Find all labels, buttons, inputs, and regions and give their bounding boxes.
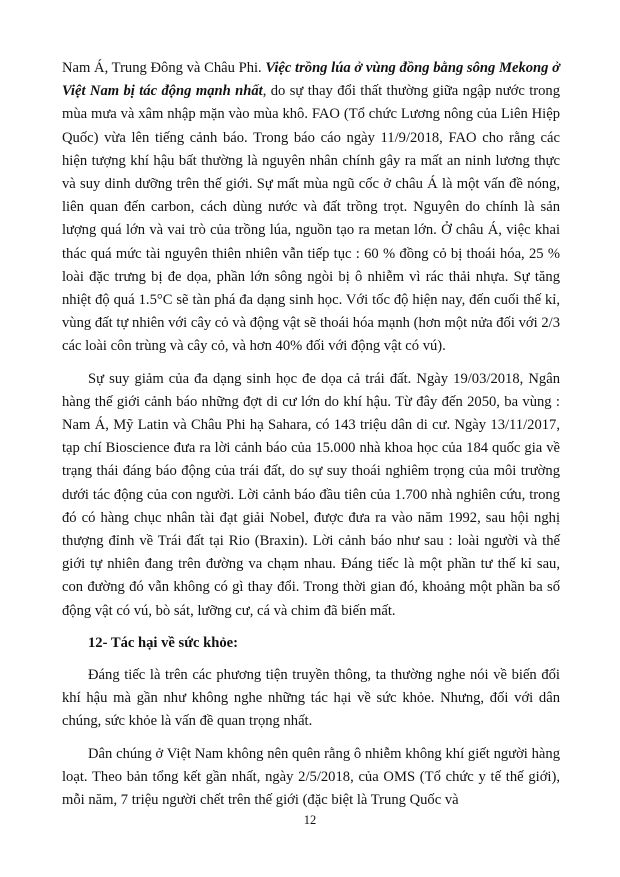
paragraph-media-health: Đáng tiếc là trên các phương tiện truyền thông, ta thường nghe nói về biến đổi khí hậu mà gần như không nghe những tác hại về sức khỏe. Nhưng, đối với dân chúng, sức khỏe là vấn đề quan trọng nhất.: [62, 667, 560, 730]
paragraph-text-before: Nam Á, Trung Đông và Châu Phi.: [62, 60, 266, 76]
paragraph-rice-mekong: [62, 57, 560, 359]
page-number: 12: [303, 813, 317, 827]
paragraph-text-after: , do sự thay đổi thất thường giữa ngập nước trong mùa mưa và xâm nhập mặn vào mùa khô. FAO (Tổ chức Lương nông của Liên Hiệp Quốc) vừa lên tiếng cảnh báo. Trong báo cáo ngày 11/9/2018, FAO cho rằng các hiện tượng khí hậu bất thường là nguyên nhân chính gây ra mất an ninh lương thực và suy dinh dưỡng trên thế giới. Sự mất mùa ngũ cốc ở châu Á là một vấn đề nóng, liên quan đến carbon, cách dùng nước và đất trồng trọt. Nguyên do chính là sản lượng quá lớn và vai trò của trồng lúa, nguồn tạo ra metan lớn. Ở châu Á, việc khai thác quá mức tài nguyên thiên nhiên vẫn tiếp tục : 60 % đồng cỏ bị thoái hóa, 25 % loài đặc trưng bị đe dọa, phần lớn sông ngòi bị ô nhiễm vì rác thải nhựa. Sự tăng nhiệt độ quá 1.5°C sẽ tàn phá đa dạng sinh học. Với tốc độ hiện nay, đến cuối thế kỉ, vùng đất tự nhiên với cây cỏ và động vật sẽ thoái hóa mạnh (hơn một nửa đối với 2/3 các loài côn trùng và cây cỏ, và hơn 40% đối với động vật có vú).: [62, 83, 561, 355]
paragraph-biodiversity: Sự suy giảm của đa dạng sinh học đe dọa cả trái đất. Ngày 19/03/2018, Ngân hàng thế giới cảnh báo những đợt di cư lớn do khí hậu. Từ đây đến 2050, ba vùng : Nam Á, Mỹ Latin và Châu Phi hạ Sahara, có 143 triệu dân di cư. Ngày 13/11/2017, tạp chí Bioscience đưa ra lời cảnh báo của 15.000 nhà khoa học của 184 quốc gia về trạng thái đáng báo động của trái đất, do sự suy thoái nghiêm trọng của môi trường dưới tác động của con người. Lời cảnh báo đầu tiên của 1.700 nhà nghiên cứu, trong đó có hàng chục nhân tài đạt giải Nobel, được đưa ra vào năm 1992, sau hội nghị thượng đỉnh về Trái đất tại Rio (Braxin). Lời cảnh báo như sau : loài người và thế giới tự nhiên đang trên đường va chạm nhau. Đáng tiếc là một phần tư thế kỉ sau, con đường đó vẫn không có gì thay đổi. Trong thời gian đó, khoảng một phần ba số động vật có vú, bò sát, lưỡng cư, cá và chim đã biến mất.: [62, 370, 560, 619]
document-page: [62, 57, 560, 812]
paragraph-air-pollution: Dân chúng ở Việt Nam không nên quên rằng ô nhiễm không khí giết người hàng loạt. Theo bản tổng kết gần nhất, ngày 2/5/2018, của OMS (Tổ chức y tế thế giới), mỗi năm, 7 triệu người chết trên thế giới (đặc biệt là Trung Quốc và: [62, 745, 560, 809]
section-heading-health: 12- Tác hại về sức khỏe:: [88, 634, 238, 651]
emphasis-text: Việc trồng lúa ở vùng đồng bằng sông Mekong ở Việt Nam bị tác động mạnh nhất: [62, 60, 560, 100]
